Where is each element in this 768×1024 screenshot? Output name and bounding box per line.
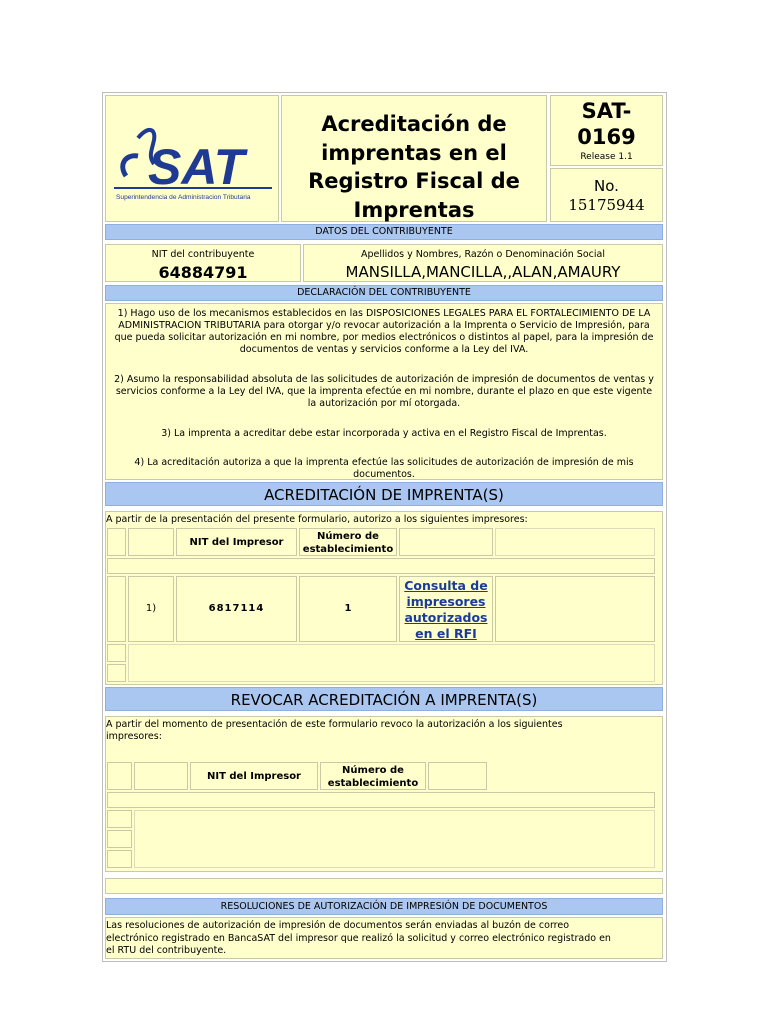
acr-r-blank-1 bbox=[107, 576, 126, 642]
rev-h-blank-3 bbox=[428, 762, 487, 790]
logo-brand: SAT bbox=[148, 139, 245, 195]
acr-h-blank-3 bbox=[399, 528, 493, 556]
acr-r-blank-2 bbox=[495, 576, 655, 642]
acr-h-blank-2 bbox=[128, 528, 174, 556]
rev-bottom-area bbox=[134, 810, 655, 868]
consulta-impresores-link[interactable]: Consulta de impresores autorizados en el RFI bbox=[404, 578, 488, 641]
band-revocar: REVOCAR ACREDITACIÓN A IMPRENTA(S) bbox=[105, 687, 663, 711]
acr-row-link-cell bbox=[399, 576, 493, 642]
acr-h-blank-1 bbox=[107, 528, 126, 556]
number-label: No. bbox=[594, 177, 619, 195]
rev-col-est: Número de establecimiento bbox=[320, 762, 426, 790]
rev-small-3 bbox=[107, 850, 132, 868]
logo-cell bbox=[105, 95, 279, 222]
acr-small-1 bbox=[107, 644, 126, 662]
acr-row-index: 1) bbox=[128, 576, 174, 642]
pre-resoluciones-spacer bbox=[105, 878, 663, 894]
number-value: 15175944 bbox=[568, 196, 645, 214]
declaracion-p4: 4) La acreditación autoriza a que la imprenta efectúe las solicitudes de autorización de impresión de mis documentos. bbox=[134, 457, 634, 480]
number-cell bbox=[550, 168, 663, 222]
acr-col-est: Número de establecimiento bbox=[299, 528, 397, 556]
acr-row-est: 1 bbox=[299, 576, 397, 642]
rev-h-blank-1 bbox=[107, 762, 132, 790]
declaracion-cell bbox=[105, 303, 663, 480]
acreditacion-intro: A partir de la presentación del presente formulario, autorizo a los siguientes impresores: bbox=[106, 514, 528, 525]
form-code-cell bbox=[550, 95, 663, 166]
nit-label: NIT del contribuyente bbox=[151, 249, 255, 260]
acr-row-nit: 6817114 bbox=[176, 576, 297, 642]
rev-small-2 bbox=[107, 830, 132, 848]
band-datos: DATOS DEL CONTRIBUYENTE bbox=[105, 224, 663, 240]
name-label: Apellidos y Nombres, Razón o Denominación Social bbox=[361, 249, 605, 260]
declaracion-p2: 2) Asumo la responsabilidad absoluta de las solicitudes de autorización de impresión de documentos de ventas y servicios conforme a la Ley del IVA, que la imprenta efectúe en mi nombre, durante el plazo en que este vigente la autorización por mí otorgada. bbox=[114, 374, 654, 409]
nit-value: 64884791 bbox=[158, 263, 248, 282]
declaracion-p3: 3) La imprenta a acreditar debe estar incorporada y activa en el Registro Fiscal de Imprentas. bbox=[161, 428, 607, 439]
acr-h-blank-4 bbox=[495, 528, 655, 556]
rev-col-nit: NIT del Impresor bbox=[190, 762, 318, 790]
acr-spacer-row bbox=[107, 558, 655, 574]
rev-spacer-row bbox=[107, 792, 655, 808]
band-resoluciones: RESOLUCIONES DE AUTORIZACIÓN DE IMPRESIÓN DE DOCUMENTOS bbox=[105, 898, 663, 915]
page-title: Acreditación de imprentas en el Registro Fiscal de Imprentas bbox=[308, 112, 520, 222]
acr-small-2 bbox=[107, 664, 126, 682]
resoluciones-text: Las resoluciones de autorización de impresión de documentos serán enviadas al buzón de correo electrónico registrado en BancaSAT del impresor que realizó la solicitud y correo electrónico registrado en el RTU del contribuyente. bbox=[106, 920, 611, 956]
rev-small-1 bbox=[107, 810, 132, 828]
acr-bottom-area bbox=[128, 644, 655, 682]
release-label: Release 1.1 bbox=[580, 152, 633, 162]
logo-subtitle: Superintendencia de Administracion Tributaria bbox=[116, 194, 251, 201]
declaracion-p1: 1) Hago uso de los mecanismos establecidos en las DISPOSICIONES LEGALES PARA EL FORTALECIMIENTO DE LA ADMINISTRACION TRIBUTARIA para otorgar y/o revocar autorización a la Imprenta o Servicio de Impresión, para que pueda solicitar autorización en mi nombre, por medios electrónicos o distintos al papel, para la impresión de documentos de ventas y servicios conforme a la Ley del IVA. bbox=[114, 308, 654, 355]
rev-h-blank-2 bbox=[134, 762, 188, 790]
sat-logo bbox=[108, 106, 278, 216]
acr-col-nit: NIT del Impresor bbox=[176, 528, 297, 556]
resoluciones-cell bbox=[105, 917, 663, 959]
form-code: SAT- 0169 bbox=[577, 99, 636, 149]
revocar-intro: A partir del momento de presentación de este formulario revoco la autorización a los siguientes impresores: bbox=[106, 719, 563, 742]
band-declaracion: DECLARACIÓN DEL CONTRIBUYENTE bbox=[105, 285, 663, 301]
nit-cell bbox=[105, 244, 301, 282]
title-cell bbox=[281, 95, 547, 222]
band-acreditacion: ACREDITACIÓN DE IMPRENTA(S) bbox=[105, 482, 663, 506]
name-cell bbox=[303, 244, 663, 282]
name-value: MANSILLA,MANCILLA,,ALAN,AMAURY bbox=[345, 263, 621, 281]
